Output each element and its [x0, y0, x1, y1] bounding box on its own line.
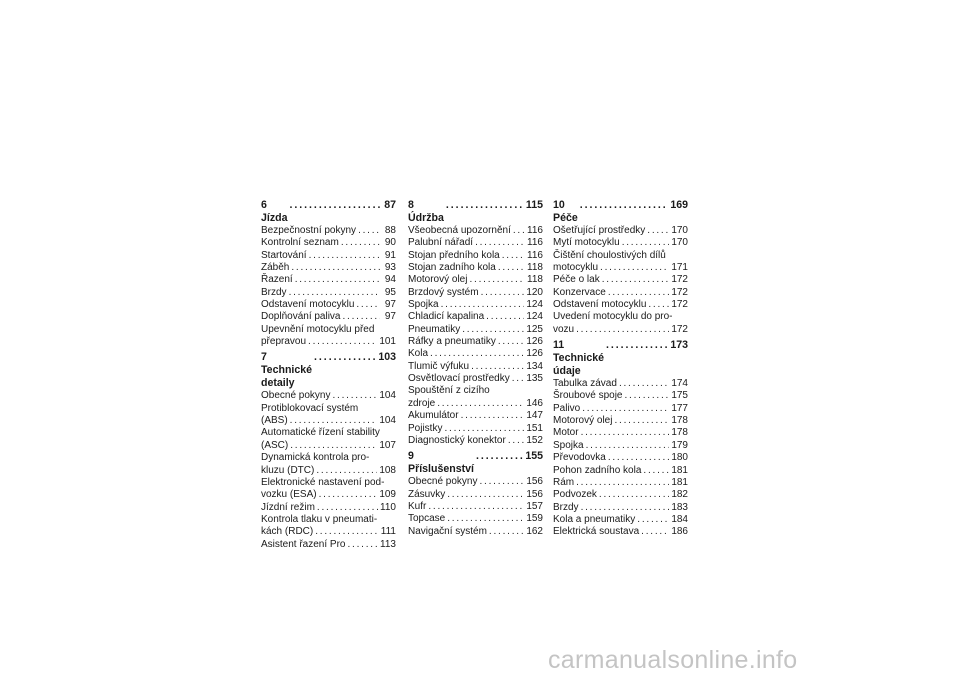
entry-title: Spojka	[553, 439, 584, 451]
entry-title: Motorový olej	[408, 274, 468, 286]
entry-title: Osvětlovací prostředky	[408, 373, 510, 385]
entry-title: Tlumič výfuku	[408, 360, 470, 372]
leader-dots	[291, 262, 380, 274]
toc-entry[interactable]	[553, 225, 688, 237]
leader-dots	[314, 351, 376, 364]
entry-title: Kola	[408, 348, 429, 360]
leader-dots	[430, 348, 524, 360]
leader-dots	[319, 489, 378, 501]
entry-title: kluzu (DTC)	[261, 464, 315, 476]
entry-title: Pohon zadního kola	[553, 464, 642, 476]
entry-title: (ABS)	[261, 415, 288, 427]
leader-dots	[317, 502, 378, 514]
entry-page-number: 170	[671, 237, 688, 249]
entry-page-number: 107	[379, 439, 396, 451]
entry-title: Tabulka závad	[553, 378, 617, 390]
entry-page-number: 134	[526, 360, 543, 372]
toc-entry[interactable]	[261, 502, 396, 514]
toc-entry[interactable]	[553, 465, 688, 477]
toc-entry[interactable]	[553, 299, 688, 311]
entry-page-number: 116	[527, 237, 543, 249]
entry-page-number: 126	[526, 348, 543, 360]
entry-title: Ráfky a pneumatiky	[408, 336, 496, 348]
entry-title: Všeobecná upozornění	[408, 225, 511, 236]
leader-dots	[608, 287, 670, 299]
toc-entry[interactable]	[553, 378, 688, 390]
entry-title: Diagnostický konektor	[408, 434, 506, 446]
entry-page-number: 180	[671, 452, 688, 464]
entry-page-number: 120	[526, 286, 543, 298]
leader-dots	[290, 440, 377, 452]
toc-entry[interactable]	[408, 348, 543, 360]
leader-dots	[480, 476, 525, 488]
leader-dots	[476, 450, 523, 463]
toc-entry[interactable]	[261, 311, 396, 323]
leader-dots	[600, 262, 669, 274]
leader-dots	[469, 274, 525, 286]
toc-entry[interactable]	[553, 452, 688, 464]
entry-page-number: 146	[526, 397, 543, 409]
entry-page-number: 183	[671, 501, 688, 513]
toc-entry[interactable]	[553, 287, 688, 299]
entry-title: Převodovka	[553, 452, 606, 464]
entry-title: Palubní nářadí	[408, 237, 474, 249]
leader-dots	[341, 237, 380, 249]
toc-entry[interactable]	[553, 237, 688, 249]
leader-dots	[622, 237, 670, 249]
leader-dots	[502, 250, 525, 262]
section-heading[interactable]	[553, 199, 688, 225]
toc-entry-line: Automatické řízení stability	[261, 427, 380, 439]
entry-title: Asistent řazení Pro	[261, 538, 346, 550]
toc-entry-line: Uvedení motocyklu do pro-	[553, 311, 673, 323]
leader-dots	[625, 390, 670, 402]
leader-dots	[462, 324, 524, 336]
toc-entry[interactable]	[261, 539, 396, 551]
section-page-number: 103	[378, 351, 396, 364]
entry-page-number: 111	[380, 526, 396, 538]
leader-dots	[498, 336, 524, 348]
leader-dots	[498, 262, 525, 274]
entry-page-number: 108	[379, 464, 396, 476]
entry-page-number: 97	[384, 299, 396, 311]
entry-title: (ASC)	[261, 439, 289, 451]
leader-dots	[447, 513, 524, 525]
leader-dots	[309, 250, 380, 262]
leader-dots	[582, 403, 669, 415]
toc-entry[interactable]	[261, 526, 396, 538]
toc-entry[interactable]	[261, 440, 396, 452]
entry-title: Startování	[261, 249, 307, 261]
entry-title: kách (RDC)	[261, 526, 314, 538]
leader-dots	[461, 410, 525, 422]
toc-entry[interactable]	[408, 398, 543, 410]
entry-title: Kola a pneumatiky	[553, 513, 636, 525]
leader-dots	[608, 452, 670, 464]
entry-page-number: 151	[526, 422, 543, 434]
entry-title: Odstavení motocyklu	[261, 299, 355, 311]
leader-dots	[290, 199, 381, 212]
leader-dots	[437, 398, 524, 410]
entry-title: Kufr	[408, 500, 427, 512]
entry-title: Mytí motocyklu	[553, 237, 620, 249]
section-page-number: 87	[384, 199, 396, 211]
toc-entry[interactable]	[408, 237, 543, 249]
entry-page-number: 116	[527, 225, 543, 236]
leader-dots	[576, 324, 669, 336]
entry-title: Topcase	[408, 513, 446, 525]
toc-entry[interactable]	[408, 373, 543, 385]
toc-entry[interactable]	[261, 415, 396, 427]
entry-page-number: 97	[384, 311, 396, 323]
toc-entry[interactable]	[408, 336, 543, 348]
entry-page-number: 124	[526, 311, 543, 323]
section-title: 10 Péče	[553, 199, 578, 224]
entry-page-number: 124	[526, 299, 543, 311]
entry-page-number: 172	[671, 274, 688, 286]
leader-dots	[441, 299, 525, 311]
toc-entry[interactable]	[553, 403, 688, 415]
toc-entry[interactable]	[261, 465, 396, 477]
entry-page-number: 88	[384, 225, 396, 236]
toc-entry[interactable]	[261, 299, 396, 311]
toc-section	[408, 450, 543, 538]
toc-entry-line: Upevnění motocyklu před	[261, 323, 375, 335]
toc-section	[553, 339, 688, 538]
entry-page-number: 174	[671, 378, 688, 390]
leader-dots	[580, 199, 669, 212]
leader-dots	[471, 361, 524, 373]
entry-title: Brzdový systém	[408, 286, 479, 298]
entry-title: Záběh	[261, 262, 290, 274]
entry-title: Motor	[553, 427, 579, 439]
leader-dots	[475, 237, 525, 249]
toc-entry[interactable]	[261, 237, 396, 249]
toc-column-3	[553, 199, 688, 539]
entry-page-number: 181	[671, 476, 688, 488]
toc-entry[interactable]	[408, 361, 543, 373]
toc-entry[interactable]	[553, 526, 688, 538]
toc-entry[interactable]	[408, 423, 543, 435]
leader-dots	[602, 274, 670, 286]
leader-dots	[643, 465, 669, 477]
toc-entry-line: Kontrola tlaku v pneumati-	[261, 513, 378, 525]
toc-entry[interactable]	[408, 274, 543, 286]
entry-title: Brzdy	[553, 501, 579, 513]
toc-entry[interactable]	[408, 225, 543, 237]
leader-dots	[489, 526, 524, 538]
leader-dots	[333, 390, 378, 402]
leader-dots	[606, 339, 668, 352]
toc-entry[interactable]	[408, 513, 543, 525]
toc-entry[interactable]	[408, 287, 543, 299]
leader-dots	[308, 336, 377, 348]
entry-title: Brzdy	[261, 286, 287, 298]
leader-dots	[289, 287, 380, 299]
leader-dots	[356, 299, 380, 311]
entry-page-number: 118	[527, 274, 543, 286]
toc-entry[interactable]	[408, 324, 543, 336]
entry-page-number: 152	[526, 434, 543, 446]
entry-page-number: 178	[671, 415, 688, 427]
entry-title: Akumulátor	[408, 410, 459, 422]
leader-dots	[290, 415, 378, 427]
entry-page-number: 104	[379, 390, 396, 402]
section-page-number: 115	[525, 199, 543, 211]
entry-title: Elektrická soustava	[553, 526, 640, 538]
entry-title: Pneumatiky	[408, 323, 461, 335]
toc-entry[interactable]	[408, 489, 543, 501]
entry-page-number: 182	[671, 489, 688, 501]
section-heading[interactable]	[553, 339, 688, 378]
entry-page-number: 159	[526, 513, 543, 525]
toc-entry[interactable]	[553, 477, 688, 489]
section-heading[interactable]	[408, 450, 543, 476]
entry-page-number: 157	[526, 500, 543, 512]
entry-title: Motorový olej	[553, 415, 613, 427]
toc-section	[408, 199, 543, 447]
toc-entry[interactable]	[553, 274, 688, 286]
entry-page-number: 178	[671, 427, 688, 439]
section-page-number: 173	[670, 339, 688, 352]
entry-page-number: 172	[671, 299, 688, 311]
entry-page-number: 126	[526, 336, 543, 348]
leader-dots	[508, 435, 524, 447]
section-page-number: 155	[525, 450, 543, 463]
entry-page-number: 104	[379, 415, 396, 427]
leader-dots	[444, 423, 524, 435]
entry-title: Podvozek	[553, 489, 597, 501]
entry-title: Ošetřující prostředky	[553, 225, 646, 236]
leader-dots	[581, 427, 670, 439]
entry-page-number: 91	[384, 249, 396, 261]
entry-title: Stojan zadního kola	[408, 262, 496, 274]
leader-dots	[315, 526, 379, 538]
leader-dots	[295, 274, 380, 286]
leader-dots	[343, 311, 381, 323]
toc-entry[interactable]	[408, 435, 543, 447]
entry-title: Bezpečnostní pokyny	[261, 225, 357, 236]
leader-dots	[512, 373, 525, 385]
leader-dots	[358, 225, 380, 237]
toc-entry-line: Spouštění z cizího	[408, 385, 490, 397]
toc-entry[interactable]	[408, 526, 543, 538]
entry-title: Doplňování paliva	[261, 311, 341, 323]
leader-dots	[316, 465, 377, 477]
toc-section	[261, 199, 396, 348]
toc-column-2	[408, 199, 543, 538]
entry-title: Obecné pokyny	[408, 476, 478, 488]
entry-page-number: 90	[384, 237, 396, 249]
leader-dots	[599, 489, 669, 501]
toc-entry[interactable]	[261, 225, 396, 237]
entry-title: Zásuvky	[408, 488, 446, 500]
leader-dots	[648, 299, 669, 311]
entry-title: Obecné pokyny	[261, 390, 331, 402]
toc-entry[interactable]	[408, 299, 543, 311]
toc-entry[interactable]	[261, 250, 396, 262]
toc-entry-line: Elektronické nastavení pod-	[261, 476, 385, 488]
entry-page-number: 147	[526, 410, 543, 422]
toc-entry[interactable]	[408, 501, 543, 513]
entry-title: Šroubové spoje	[553, 390, 623, 402]
entry-title: Chladicí kapalina	[408, 311, 485, 323]
leader-dots	[513, 225, 525, 237]
toc-entry[interactable]	[553, 415, 688, 427]
entry-title: Jízdní režim	[261, 501, 315, 513]
entry-page-number: 177	[671, 402, 688, 414]
entry-page-number: 110	[380, 501, 396, 513]
toc-entry[interactable]	[553, 390, 688, 402]
section-title: 9 Příslušenství	[408, 450, 474, 476]
toc-entry-line: Dynamická kontrola pro-	[261, 452, 370, 464]
entry-title: Rám	[553, 476, 575, 488]
leader-dots	[581, 502, 670, 514]
entry-page-number: 156	[526, 476, 543, 488]
entry-page-number: 94	[384, 274, 396, 286]
toc-section	[553, 199, 688, 336]
entry-page-number: 171	[671, 262, 688, 274]
leader-dots	[347, 539, 378, 551]
section-title: 11 Technické údaje	[553, 339, 605, 378]
leader-dots	[447, 489, 524, 501]
entry-page-number: 116	[527, 249, 543, 261]
toc-entry[interactable]	[553, 324, 688, 336]
leader-dots	[614, 415, 669, 427]
toc-entry[interactable]	[261, 390, 396, 402]
leader-dots	[576, 477, 669, 489]
section-page-number: 169	[670, 199, 688, 211]
entry-title: vozku (ESA)	[261, 489, 317, 501]
entry-page-number: 170	[671, 225, 688, 236]
entry-page-number: 118	[527, 262, 543, 274]
entry-page-number: 125	[526, 323, 543, 335]
toc-column-1	[261, 199, 396, 551]
entry-page-number: 135	[526, 373, 543, 385]
entry-title: vozu	[553, 323, 575, 335]
entry-page-number: 95	[384, 286, 396, 298]
toc-entry[interactable]	[408, 262, 543, 274]
entry-page-number: 175	[671, 390, 688, 402]
watermark: carmanualsonline.info	[548, 646, 798, 674]
entry-page-number: 181	[671, 464, 688, 476]
entry-title: Řazení	[261, 274, 293, 286]
entry-title: přepravou	[261, 336, 307, 348]
toc-entry[interactable]	[261, 287, 396, 299]
leader-dots	[486, 311, 524, 323]
entry-page-number: 186	[671, 526, 688, 538]
toc-entry[interactable]	[553, 427, 688, 439]
toc-entry[interactable]	[261, 489, 396, 501]
entry-page-number: 179	[671, 439, 688, 451]
entry-title: Navigační systém	[408, 525, 487, 537]
entry-title: Konzervace	[553, 286, 606, 298]
toc-entry[interactable]	[553, 514, 688, 526]
entry-page-number: 184	[671, 513, 688, 525]
entry-page-number: 93	[384, 262, 396, 274]
entry-page-number: 101	[379, 336, 396, 348]
section-heading[interactable]	[408, 199, 543, 225]
toc-entry[interactable]	[408, 476, 543, 488]
entry-title: Kontrolní seznam	[261, 237, 339, 249]
entry-page-number: 113	[380, 538, 396, 550]
entry-page-number: 172	[671, 286, 688, 298]
toc-entry[interactable]	[408, 250, 543, 262]
leader-dots	[619, 378, 669, 390]
toc-entry[interactable]	[261, 262, 396, 274]
section-heading[interactable]	[261, 199, 396, 225]
toc-entry-line: Čištění choulostivých dílů	[553, 249, 666, 261]
entry-title: Palivo	[553, 402, 581, 414]
leader-dots	[647, 225, 669, 237]
entry-title: Spojka	[408, 299, 439, 311]
leader-dots	[481, 287, 525, 299]
section-heading[interactable]	[261, 351, 396, 390]
entry-page-number: 109	[379, 489, 396, 501]
leader-dots	[428, 501, 524, 513]
entry-page-number: 156	[526, 488, 543, 500]
entry-title: motocyklu	[553, 262, 599, 274]
entry-page-number: 172	[671, 323, 688, 335]
toc-entry[interactable]	[553, 502, 688, 514]
section-title: 7 Technické detaily	[261, 351, 313, 390]
entry-title: Pojistky	[408, 422, 443, 434]
section-title: 6 Jízda	[261, 199, 288, 224]
entry-title: zdroje	[408, 397, 436, 409]
toc-entry[interactable]	[553, 262, 688, 274]
toc-entry[interactable]	[553, 440, 688, 452]
toc-entry[interactable]	[261, 274, 396, 286]
leader-dots	[446, 199, 524, 212]
leader-dots	[637, 514, 669, 526]
toc-entry[interactable]	[408, 410, 543, 422]
toc-entry[interactable]	[408, 311, 543, 323]
toc-entry-line: Protiblokovací systém	[261, 402, 359, 414]
leader-dots	[586, 440, 670, 452]
toc-entry[interactable]	[553, 489, 688, 501]
entry-title: Odstavení motocyklu	[553, 299, 647, 311]
toc-entry[interactable]	[261, 336, 396, 348]
leader-dots	[641, 526, 669, 538]
entry-title: Stojan předního kola	[408, 249, 500, 261]
entry-page-number: 162	[526, 525, 543, 537]
entry-title: Péče o lak	[553, 274, 600, 286]
toc-section	[261, 351, 396, 550]
section-title: 8 Údržba	[408, 199, 444, 224]
